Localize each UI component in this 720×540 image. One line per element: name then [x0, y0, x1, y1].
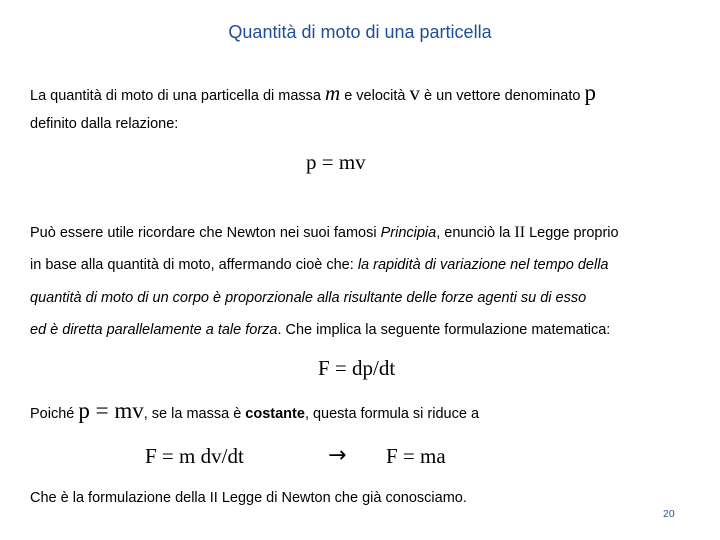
momentum-symbol: p — [584, 80, 596, 105]
roman-numeral-two: II — [514, 224, 526, 241]
poiche-line — [30, 398, 479, 428]
mass-symbol: m — [325, 81, 341, 105]
final-equation: F = ma — [386, 444, 446, 468]
newton-quote-2b: la rapidità di variazione nel tempo della — [357, 257, 609, 273]
newton-text-1e: Legge proprio — [525, 225, 619, 241]
intro-line-2: definito dalla relazione: — [30, 116, 179, 132]
newton-line-4 — [30, 322, 610, 338]
reduced-equation: F = m dv/dt — [145, 444, 244, 468]
page-number: 20 — [663, 508, 675, 520]
poiche-equation: p = mv — [78, 398, 144, 423]
newton-quote-4a: ed è diretta parallelamente a tale forza — [30, 322, 278, 338]
closing-text: Che è la formulazione della II Legge di Newton che già conosciamo. — [30, 490, 467, 506]
velocity-symbol: v — [409, 81, 421, 105]
newton-line-1 — [30, 224, 619, 242]
newton-line-3: quantità di moto di un corpo è proporzionale alla risultante delle forze agenti su di esso — [30, 290, 587, 306]
newton-text-4b: . Che implica la seguente formulazione matematica: — [277, 322, 611, 338]
intro-text-2: e velocità — [340, 88, 410, 104]
costante-word: costante — [245, 406, 305, 422]
page-title: Quantità di moto di una particella — [228, 22, 492, 42]
newton-text-1a: Può essere utile ricordare che Newton nei suoi famosi — [30, 225, 381, 241]
intro-text-3: è un vettore denominato — [420, 88, 585, 104]
newton-line-2 — [30, 257, 609, 273]
newton-second-law-equation: F = dp/dt — [318, 356, 396, 380]
momentum-equation: p = mv — [306, 150, 366, 174]
newton-text-1c: , enunciò la — [436, 225, 515, 241]
poiche-text-1: , se la massa è — [143, 406, 246, 422]
poiche-label: Poiché — [30, 406, 79, 422]
principia-title: Principia — [380, 225, 437, 241]
newton-text-2a: in base alla quantità di moto, affermando cioè che: — [30, 257, 358, 273]
right-arrow-icon: → — [328, 443, 347, 468]
poiche-text-2: , questa formula si riduce a — [304, 406, 480, 422]
intro-text-1: La quantità di moto di una particella di massa — [30, 88, 326, 104]
intro-line-1 — [30, 80, 596, 106]
